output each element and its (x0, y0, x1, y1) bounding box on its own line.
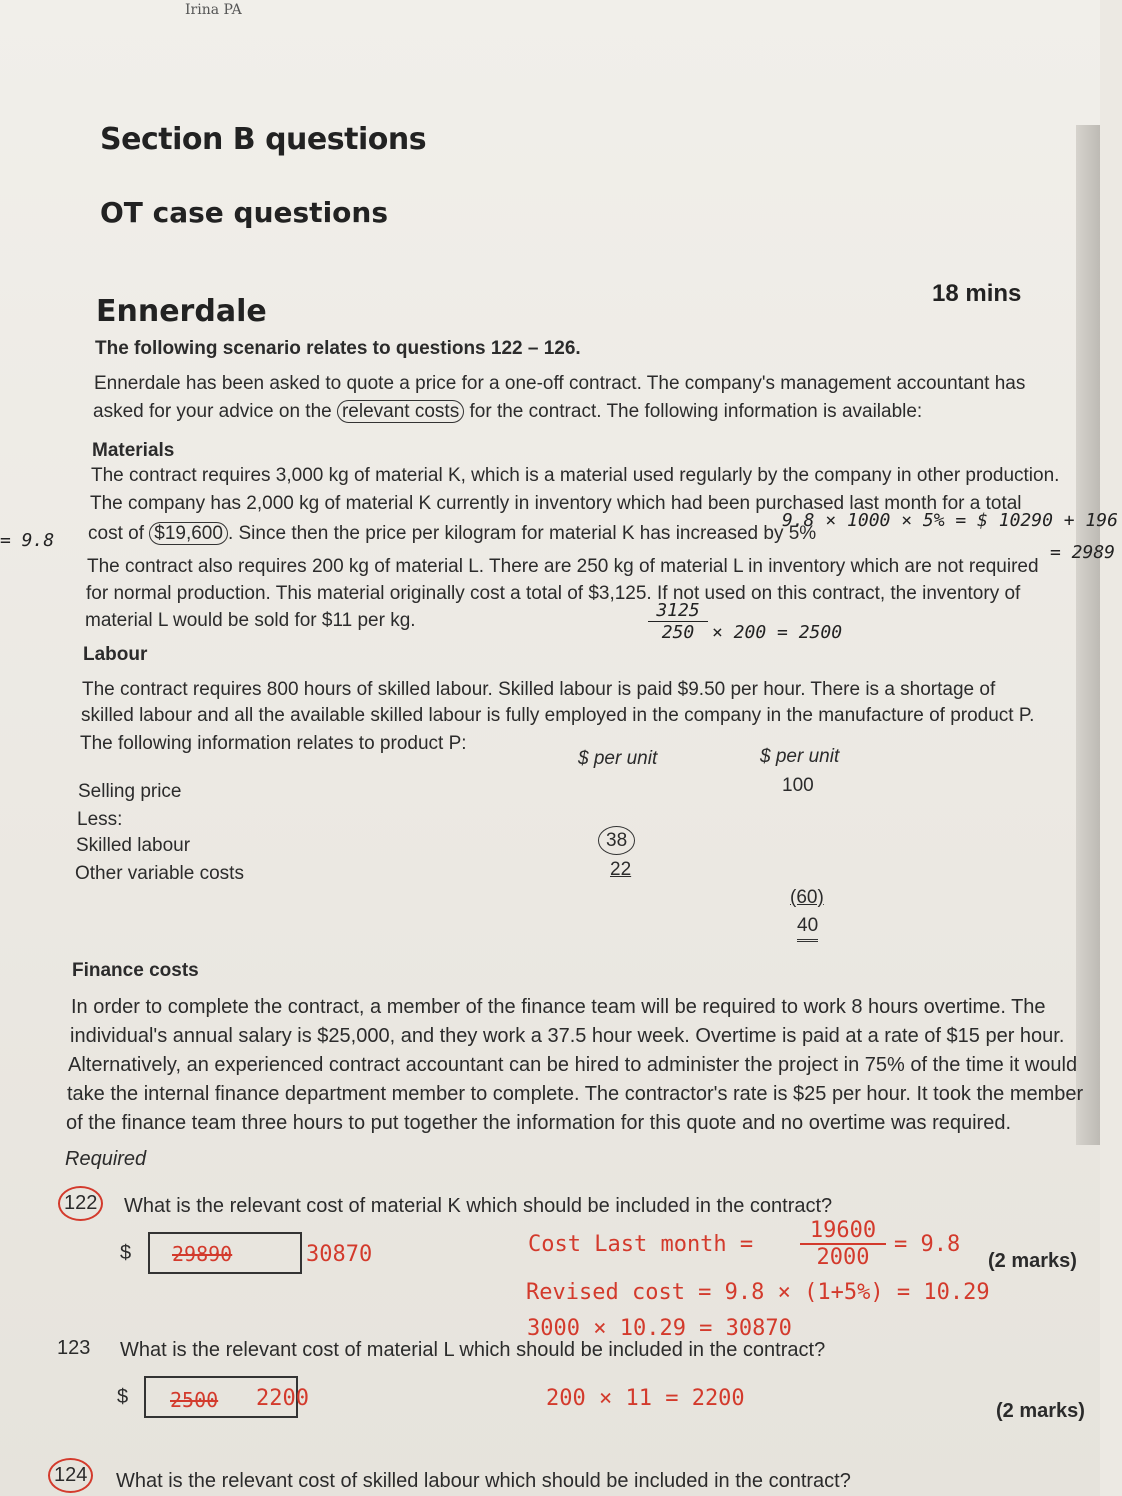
intro-line-1: Ennerdale has been asked to quote a price for a one-off contract. The company's management accountant has (94, 373, 1026, 394)
case-title: Ennerdale (96, 294, 267, 329)
cost-19600-circled: $19,600 (149, 522, 228, 545)
answer-123-struck: 2500 (170, 1388, 219, 1412)
materials-line-3 (88, 520, 816, 547)
intro-text-a: asked for your advice on the (93, 401, 332, 422)
finance-line-3: Alternatively, an experienced contract accountant can be hired to administer the project in 75% of the time it would (68, 1054, 1078, 1076)
other-variable-value: 22 (610, 859, 632, 880)
subtotal-value: (60) (790, 887, 824, 908)
cost-of-text: cost of (88, 523, 144, 544)
labour-heading: Labour (83, 644, 148, 665)
question-124-text: What is the relevant cost of skilled labour which should be included in the contract? (116, 1470, 851, 1492)
section-title: Section B questions (100, 122, 427, 157)
k-calc-note: 9.8 × 1000 × 5% = $ 10290 + 196 (782, 510, 1118, 531)
materials-line-6: material L would be sold for $11 per kg. (85, 610, 416, 631)
materials-heading: Materials (92, 440, 175, 461)
l-calc-fraction (648, 600, 708, 643)
question-number-122: 122 (58, 1186, 103, 1221)
relevant-costs-circled: relevant costs (337, 400, 464, 423)
intro-text-b: for the contract. The following information is available: (469, 401, 923, 422)
finance-line-1: In order to complete the contract, a member of the finance team will be required to work 8 hours overtime. The (71, 996, 1046, 1018)
labour-line-3: The following information relates to product P: (80, 733, 467, 754)
question-number-123: 123 (57, 1337, 91, 1359)
labour-line-1: The contract requires 800 hours of skilled labour. Skilled labour is paid $9.50 per hour. There is a shortage of (82, 679, 996, 700)
l-calc-numerator: 3125 (648, 600, 708, 622)
labour-line-2: skilled labour and all the available skilled labour is fully employed in the company in the manufacture of product P. (81, 705, 1035, 726)
question-122-currency: $ (120, 1242, 132, 1264)
finance-line-2: individual's annual salary is $25,000, and they work a 37.5 hour week. Overtime is paid at a rate of $15 per hour. (70, 1025, 1065, 1047)
intro-line-2 (93, 398, 922, 425)
materials-line-2: The company has 2,000 kg of material K currently in inventory which had been purchased last month for a total (90, 493, 1022, 514)
finance-line-5: of the finance team three hours to put together the information for this quote and no overtime was required. (66, 1112, 1011, 1134)
scenario-intro: The following scenario relates to questions 122 – 126. (95, 338, 581, 359)
finance-line-4: take the internal finance department member to complete. The contractor's rate is $25 per hour. It took the member (67, 1083, 1084, 1105)
question-number-124: 124 (48, 1458, 93, 1493)
skilled-labour-value: 38 (598, 826, 635, 855)
col2-header: $ per unit (760, 746, 840, 767)
l-calc-rest: × 200 = 2500 (712, 622, 843, 643)
question-122-marks: (2 marks) (988, 1250, 1077, 1272)
question-123-marks: (2 marks) (996, 1400, 1085, 1422)
price-increase-text: . Since then the price per kilogram for material K has increased by 5% (227, 523, 817, 544)
materials-line-1: The contract requires 3,000 kg of material K, which is a material used regularly by the company in other production. (91, 465, 1060, 486)
question-123-currency: $ (117, 1386, 129, 1408)
header-scrawl: Irina PA (185, 2, 242, 18)
red-note-total-k: 3000 × 10.29 = 30870 (527, 1316, 792, 1341)
answer-122: 30870 (306, 1242, 373, 1267)
red-note-material-l: 200 × 11 = 2200 (546, 1386, 745, 1411)
red-note-result: = 9.8 (894, 1232, 961, 1257)
row-other-variable: Other variable costs (75, 863, 244, 884)
page-edge (1076, 125, 1100, 1145)
red-note-cost-last-month: Cost Last month = (528, 1232, 754, 1257)
answer-123: 2200 (256, 1386, 309, 1411)
margin-calc: = 9.8 (0, 530, 55, 551)
row-selling-price: Selling price (78, 781, 182, 802)
question-122-text: What is the relevant cost of material K which should be included in the contract? (124, 1195, 833, 1217)
selling-price-value: 100 (782, 775, 814, 796)
finance-heading: Finance costs (72, 960, 199, 981)
subsection-title: OT case questions (100, 196, 388, 229)
l-calc-denominator: 250 (661, 622, 695, 643)
k-total-note: = 2989 (1050, 542, 1116, 563)
question-123-text: What is the relevant cost of material L which should be included in the contract? (120, 1339, 826, 1361)
col1-header: $ per unit (578, 748, 658, 769)
red-fraction-num: 19600 (800, 1218, 886, 1245)
red-fraction-den: 2000 (816, 1245, 870, 1270)
row-skilled-labour: Skilled labour (76, 835, 191, 856)
red-note-revised-cost: Revised cost = 9.8 × (1+5%) = 10.29 (526, 1280, 990, 1305)
total-contribution: 40 (797, 912, 818, 942)
required-label: Required (65, 1148, 147, 1170)
materials-line-5: for normal production. This material originally cost a total of $3,125. If not used on this contract, the inventory of (86, 583, 1021, 604)
row-less: Less: (77, 809, 123, 830)
materials-line-4: The contract also requires 200 kg of material L. There are 250 kg of material L in inventory which are not required (87, 556, 1039, 577)
red-fraction (800, 1218, 886, 1270)
answer-122-struck: 29890 (172, 1242, 233, 1266)
time-allocation: 18 mins (932, 280, 1022, 307)
